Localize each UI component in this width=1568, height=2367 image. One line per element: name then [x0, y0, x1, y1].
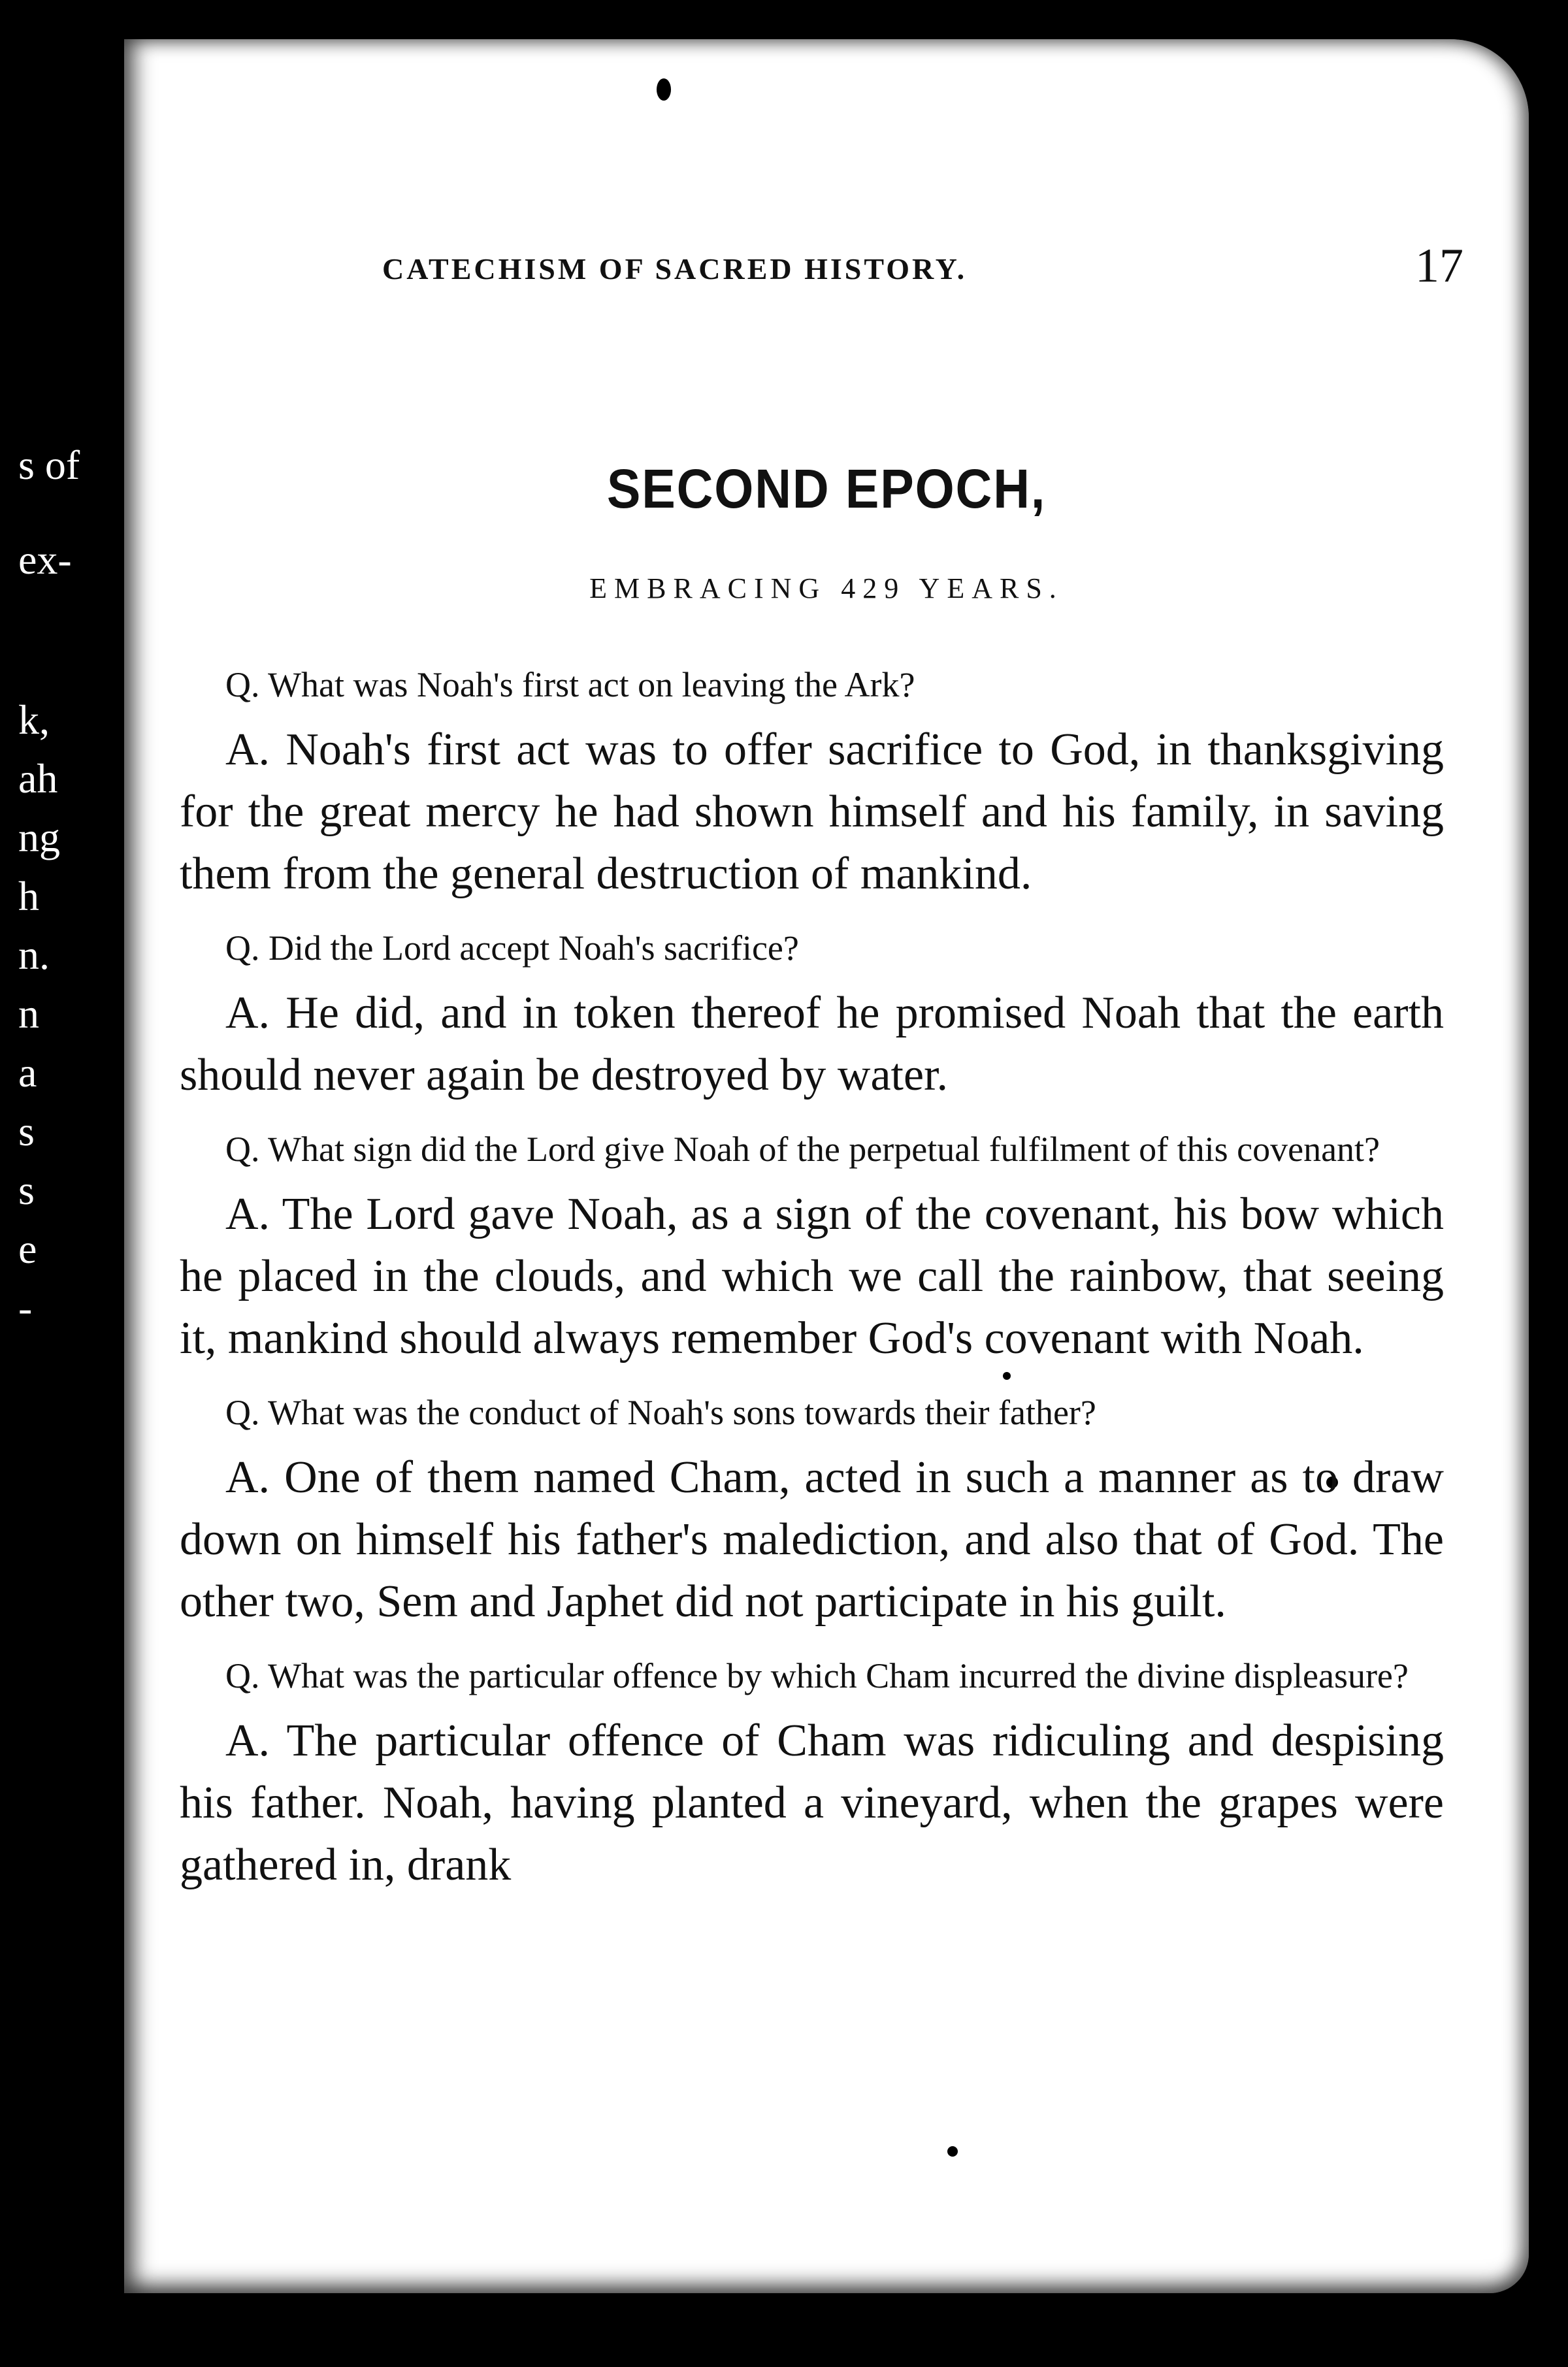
prev-page-fragment: s of: [18, 442, 80, 488]
answer-2: A. He did, and in token thereof he promised Noah that the earth should never again be destroyed by water.: [180, 988, 1444, 1100]
question-5: Q. What was the particular offence by which Cham incurred the divine displeasure?: [225, 1656, 1409, 1695]
prev-page-fragment: k,: [18, 696, 50, 743]
prev-page-fragment: ah: [18, 755, 58, 802]
running-head: [382, 225, 1463, 304]
prev-page-fragment: a: [18, 1049, 37, 1096]
qa-content: [180, 660, 1444, 1914]
prev-page-fragment: e: [18, 1226, 37, 1272]
previous-page-edge: [0, 418, 98, 1333]
prev-page-fragment: n.: [18, 932, 50, 978]
prev-page-fragment: ex-: [18, 536, 72, 583]
question-4: Q. What was the conduct of Noah's sons towards their father?: [225, 1393, 1096, 1432]
prev-page-fragment: h: [18, 873, 39, 919]
question-2: Q. Did the Lord accept Noah's sacrifice?: [225, 928, 799, 968]
prev-page-fragment: s: [18, 1108, 35, 1154]
prev-page-fragment: ng: [18, 814, 60, 860]
section-title: SECOND EPOCH,: [606, 458, 1047, 519]
question-3: Q. What sign did the Lord give Noah of the perpetual fulfilment of this covenant?: [225, 1130, 1380, 1169]
answer-1: A. Noah's first act was to offer sacrifice to God, in thanksgiving for the great mercy he had shown himself and his family, in saving them from the general destruction of mankind.: [180, 725, 1444, 899]
running-title: CATECHISM OF SACRED HISTORY.: [382, 252, 968, 286]
page-number: 17: [1415, 239, 1463, 293]
prev-page-fragment: -: [18, 1284, 33, 1331]
answer-3: A. The Lord gave Noah, as a sign of the covenant, his bow which he placed in the clouds, and which we call the rainbow, that seeing it, mankind should always remember God's covenant with Noah.: [180, 1189, 1444, 1363]
section-subtitle: EMBRACING 429 YEARS.: [589, 572, 1064, 604]
prev-page-fragment: s: [18, 1167, 35, 1213]
question-1: Q. What was Noah's first act on leaving the Ark?: [225, 665, 915, 704]
prev-page-fragment: n: [18, 990, 39, 1037]
answer-4: A. One of them named Cham, acted in such a manner as to draw down on himself his father's malediction, and also that of God. The other two, Sem and Japhet did not participate in his guilt.: [180, 1452, 1444, 1627]
answer-5: A. The particular offence of Cham was ridiculing and despising his father. Noah, having planted a vineyard, when the grapes were gathered in, drank: [180, 1716, 1444, 1890]
book-page: [124, 39, 1529, 2293]
